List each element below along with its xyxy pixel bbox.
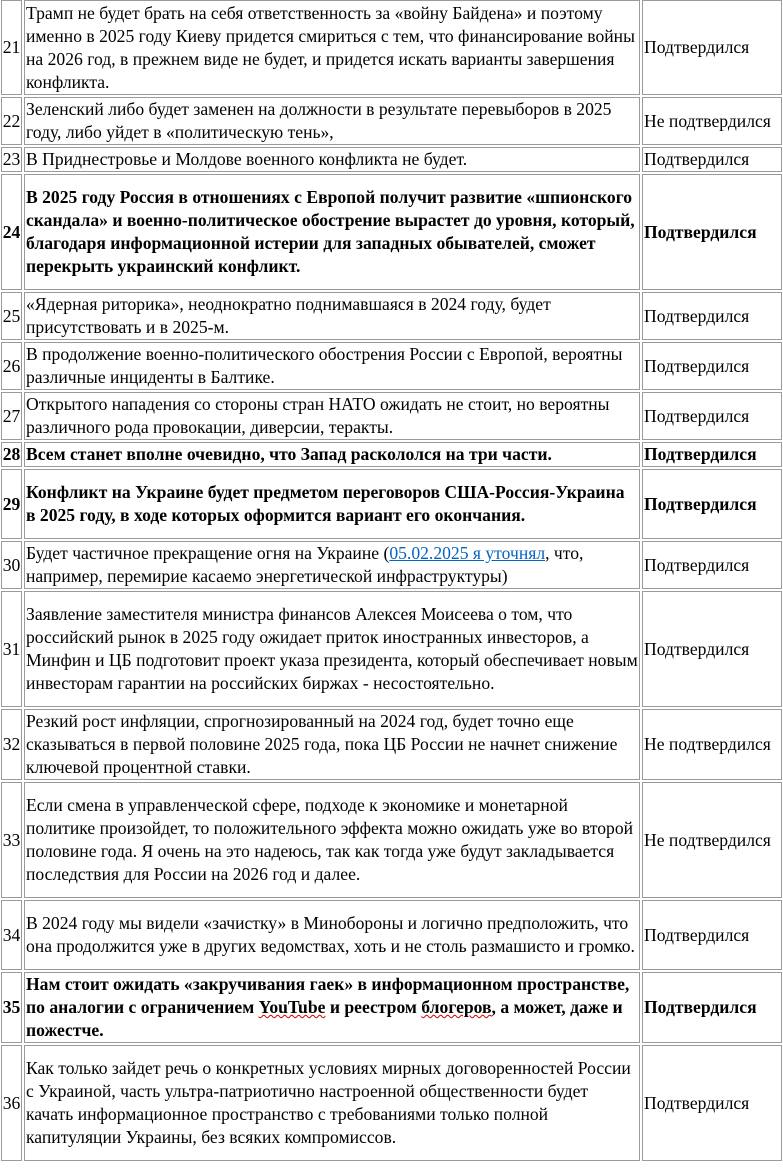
- row-number: 35: [1, 972, 22, 1043]
- table-row: [1, 392, 782, 440]
- forecast-text: Если смена в управленческой сфере, подходе к экономике и монетарной политике произойдет, то положительного эффекта можно ожидать уже во второй половине года. Я очень на это надеюсь, так как тогда уже будут закладывается последствия для России на 2026 год и далее.: [24, 782, 640, 898]
- result-status: Подтвердился: [642, 591, 782, 707]
- row-number: 22: [1, 97, 22, 145]
- spellcheck-word: YouTube: [258, 997, 326, 1017]
- forecast-text: Всем станет вполне очевидно, что Запад раскололся на три части.: [24, 442, 640, 467]
- table-row: [1, 342, 782, 390]
- row-number: 36: [1, 1045, 22, 1161]
- forecast-text: Резкий рост инфляции, спрогнозированный на 2024 год, будет точно еще сказываться в первой половине 2025 года, пока ЦБ России не начнет снижение ключевой процентной ставки.: [24, 709, 640, 780]
- row-number: 29: [1, 469, 22, 539]
- table-row: [1, 469, 782, 539]
- result-status: Подтвердился: [642, 442, 782, 467]
- row-number: 27: [1, 392, 22, 440]
- forecast-text: Трамп не будет брать на себя ответственность за «войну Байдена» и поэтому именно в 2025 году Киеву придется смириться с тем, что финансирование войны на 2026 год, в прежнем виде не будет, и придется искать варианты завершения конфликта.: [24, 0, 640, 95]
- forecast-text-before: Нам стоит ожидать «закручивания гаек» в информационном пространстве, по аналогии с ограничением: [26, 974, 630, 1017]
- forecast-text-before: Будет частичное прекращение огня на Украине (: [26, 543, 390, 563]
- table-row: [1, 782, 782, 898]
- table-row: [1, 147, 782, 172]
- row-number: 34: [1, 900, 22, 970]
- table-row: [1, 709, 782, 780]
- result-status: Не подтвердился: [642, 709, 782, 780]
- table-row: [1, 0, 782, 95]
- spellcheck-word: блогеров: [421, 997, 492, 1017]
- row-number: 24: [1, 174, 22, 290]
- row-number: 25: [1, 292, 22, 340]
- forecast-text: Зеленский либо будет заменен на должности в результате перевыборов в 2025 году, либо уйдет в «политическую тень»,: [24, 97, 640, 145]
- forecast-text: В 2025 году Россия в отношениях с Европой получит развитие «шпионского скандала» и военно-политическое обострение вырастет до уровня, который, благодаря информационной истерии для западных обывателей, сможет перекрыть украинский конфликт.: [24, 174, 640, 290]
- row-number: 21: [1, 0, 22, 95]
- forecast-text: В продолжение военно-политического обострения России с Европой, вероятны различные инциденты в Балтике.: [24, 342, 640, 390]
- row-number: 23: [1, 147, 22, 172]
- forecast-text: Как только зайдет речь о конкретных условиях мирных договоренностей России с Украиной, часть ультра-патриотично настроенной общественности будет качать информационное пространство с требованиями только полной капитуляции Украины, без всяких компромиссов.: [24, 1045, 640, 1161]
- forecast-text-mid: и реестром: [325, 997, 422, 1017]
- row-number: 26: [1, 342, 22, 390]
- date-clarification-link[interactable]: 05.02.2025 я уточнял: [389, 543, 546, 563]
- row-number: 30: [1, 541, 22, 589]
- forecast-text: Заявление заместителя министра финансов Алексея Моисеева о том, что российский рынок в 2025 году ожидает приток иностранных инвесторов, а Минфин и ЦБ подготовит проект указа президента, который обеспечивает новым инвесторам гарантии на российских биржах - несостоятельно.: [24, 591, 640, 707]
- table-row: [1, 900, 782, 970]
- forecast-text: В Приднестровье и Молдове военного конфликта не будет.: [24, 147, 640, 172]
- row-number: 28: [1, 442, 22, 467]
- forecast-text: Конфликт на Украине будет предметом переговоров США-Россия-Украина в 2025 году, в ходе которых оформится вариант его окончания.: [24, 469, 640, 539]
- forecast-text: В 2024 году мы видели «зачистку» в Минобороны и логично предположить, что она продолжится уже в других ведомствах, хоть и не столь размашисто и громко.: [24, 900, 640, 970]
- result-status: Подтвердился: [642, 292, 782, 340]
- table-row: [1, 442, 782, 467]
- result-status: Подтвердился: [642, 541, 782, 589]
- table-row: [1, 591, 782, 707]
- table-row: [1, 174, 782, 290]
- result-status: Подтвердился: [642, 900, 782, 970]
- result-status: Подтвердился: [642, 1045, 782, 1161]
- forecast-text-after: , что, например, перемирие касаемо энергетической инфраструктуры): [26, 543, 584, 586]
- row-number: 31: [1, 591, 22, 707]
- result-status: Подтвердился: [642, 392, 782, 440]
- result-status: Подтвердился: [642, 147, 782, 172]
- table-row: [1, 541, 782, 589]
- forecast-text-after: , а может, даже и пожестче.: [26, 997, 623, 1040]
- result-status: Подтвердился: [642, 174, 782, 290]
- table-row: [1, 972, 782, 1043]
- result-status: Подтвердился: [642, 972, 782, 1043]
- table-row: [1, 97, 782, 145]
- result-status: Подтвердился: [642, 342, 782, 390]
- table-row: [1, 1045, 782, 1161]
- forecast-text: [24, 972, 640, 1043]
- result-status: Не подтвердился: [642, 782, 782, 898]
- row-number: 32: [1, 709, 22, 780]
- forecast-text: [24, 541, 640, 589]
- result-status: Подтвердился: [642, 469, 782, 539]
- row-number: 33: [1, 782, 22, 898]
- result-status: Не подтвердился: [642, 97, 782, 145]
- forecast-text: Открытого нападения со стороны стран НАТО ожидать не стоит, но вероятны различного рода провокации, диверсии, теракты.: [24, 392, 640, 440]
- result-status: Подтвердился: [642, 0, 782, 95]
- forecast-text: «Ядерная риторика», неоднократно поднимавшаяся в 2024 году, будет присутствовать и в 2025-м.: [24, 292, 640, 340]
- table-row: [1, 292, 782, 340]
